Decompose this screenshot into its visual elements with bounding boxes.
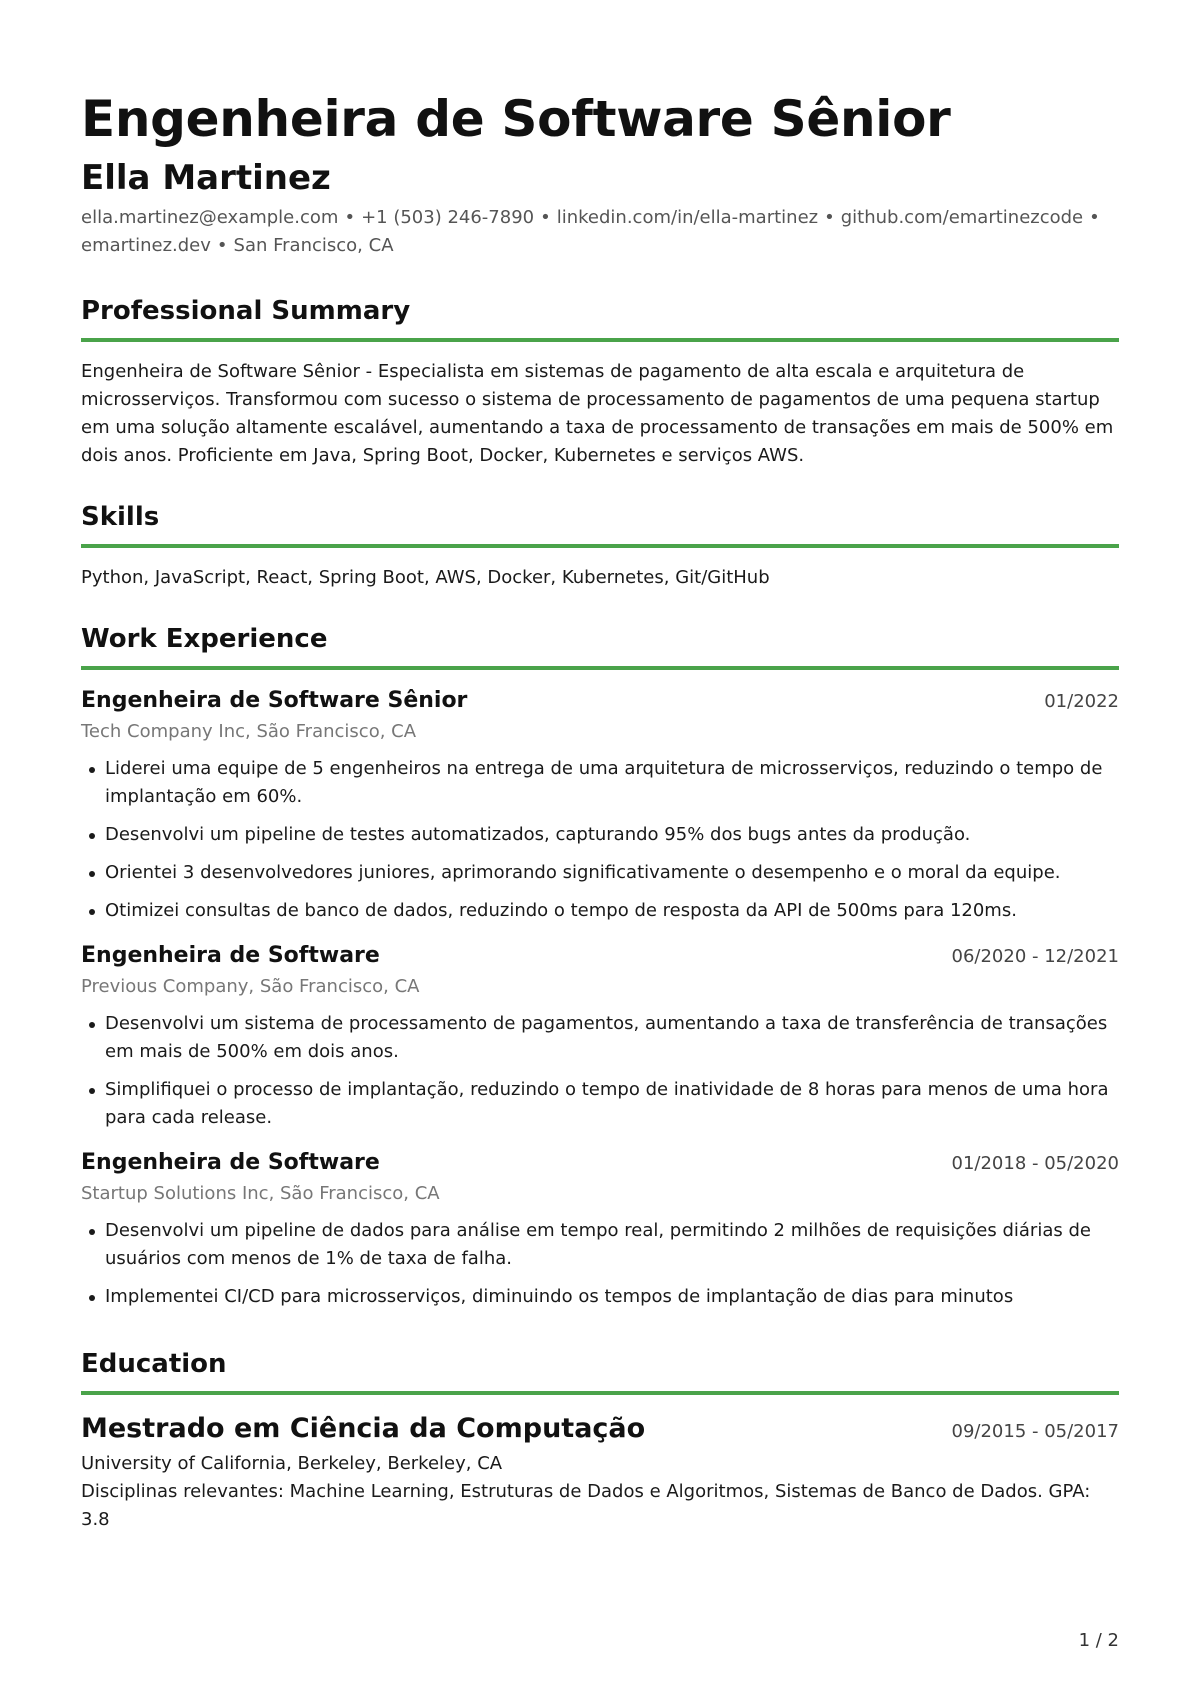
job-bullet-text: Desenvolvi um sistema de processamento de pagamentos, aumentando a taxa de transferência de transações em mais de 500% em dois anos.: [105, 1013, 1108, 1062]
skills-heading: Skills: [81, 500, 1119, 548]
contact-email[interactable]: ella.martinez@example.com: [81, 207, 339, 228]
contact-location: San Francisco, CA: [233, 235, 394, 256]
education-details: Disciplinas relevantes: Machine Learning, Estruturas de Dados e Algoritmos, Sistemas de Banco de Dados. GPA: 3.8: [81, 1481, 1091, 1530]
job-date: 06/2020 - 12/2021: [951, 946, 1119, 967]
job-entry: [81, 688, 1119, 925]
job-bullet-text: Otimizei consultas de banco de dados, reduzindo o tempo de resposta da API de 500ms para 120ms.: [105, 900, 1017, 921]
job-header: [81, 943, 1119, 968]
contact-website[interactable]: emartinez.dev: [81, 235, 211, 256]
education-header: [81, 1413, 1119, 1444]
bullet-dot: [89, 1229, 95, 1235]
experience-section: [81, 622, 1119, 1311]
job-title: Engenheira de Software: [81, 943, 380, 968]
job-bullet: [81, 859, 1119, 887]
job-bullet-text: Liderei uma equipe de 5 engenheiros na entrega de uma arquitetura de microsserviços, reduzindo o tempo de implantação em 60%.: [105, 758, 1103, 807]
job-date: 01/2018 - 05/2020: [951, 1153, 1119, 1174]
education-school: University of California, Berkeley, Berkeley, CA: [81, 1453, 503, 1474]
bullet-dot: [89, 1295, 95, 1301]
job-header: [81, 688, 1119, 713]
bullet-dot: [89, 871, 95, 877]
contact-separator: •: [344, 207, 356, 228]
contact-separator: •: [540, 207, 551, 228]
bullet-dot: [89, 1022, 95, 1028]
resume-title: Engenheira de Software Sênior: [81, 90, 951, 148]
job-entry: [81, 1150, 1119, 1311]
contact-linkedin[interactable]: linkedin.com/in/ella-martinez: [556, 207, 819, 228]
job-bullet-text: Implementei CI/CD para microsserviços, diminuindo os tempos de implantação de dias para minutos: [105, 1286, 1014, 1307]
summary-section: [81, 294, 1119, 470]
job-title: Engenheira de Software: [81, 1150, 380, 1175]
bullet-dot: [89, 1088, 95, 1094]
contact-separator: •: [216, 235, 228, 256]
job-bullet-text: Simplifiquei o processo de implantação, reduzindo o tempo de inatividade de 8 horas para menos de uma hora para cada release.: [105, 1079, 1109, 1128]
education-date: 09/2015 - 05/2017: [951, 1421, 1119, 1442]
job-bullet-text: Desenvolvi um pipeline de dados para análise em tempo real, permitindo 2 milhões de requisições diárias de usuários com menos de 1% de taxa de falha.: [105, 1220, 1091, 1269]
job-bullets: [81, 755, 1119, 925]
job-bullets: [81, 1217, 1119, 1311]
job-company: Previous Company, São Francisco, CA: [81, 976, 420, 997]
job-header: [81, 1150, 1119, 1175]
job-bullet: [81, 1283, 1119, 1311]
resume-page: [81, 88, 1119, 1534]
bullet-dot: [89, 833, 95, 839]
education-heading: Education: [81, 1347, 1119, 1395]
summary-text: Engenheira de Software Sênior - Especialista em sistemas de pagamento de alta escala e arquitetura de microsserviços. Transformou com sucesso o sistema de processamento de pagamentos de uma pequena startup em uma solução altamente escalável, aumentando a taxa de processamento de transações em mais de 500% em dois anos. Proficiente em Java, Spring Boot, Docker, Kubernetes e serviços AWS.: [81, 361, 1114, 466]
job-bullet: [81, 1217, 1119, 1273]
job-date: 01/2022: [1044, 691, 1119, 712]
job-company: Tech Company Inc, São Francisco, CA: [81, 721, 417, 742]
job-company: Startup Solutions Inc, São Francisco, CA: [81, 1183, 440, 1204]
contact-separator: •: [1089, 207, 1100, 228]
job-bullet: [81, 821, 1119, 849]
job-bullet: [81, 755, 1119, 811]
summary-heading: Professional Summary: [81, 294, 1119, 342]
job-bullet: [81, 1076, 1119, 1132]
job-bullets: [81, 1010, 1119, 1132]
contact-line: [81, 204, 1119, 260]
experience-heading: Work Experience: [81, 622, 1119, 670]
job-bullet-text: Orientei 3 desenvolvedores juniores, aprimorando significativamente o desempenho e o moral da equipe.: [105, 862, 1061, 883]
contact-phone[interactable]: +1 (503) 246-7890: [361, 207, 535, 228]
contact-separator: •: [824, 207, 835, 228]
job-title: Engenheira de Software Sênior: [81, 688, 468, 713]
skills-section: [81, 500, 1119, 592]
page-number: 1 / 2: [1078, 1630, 1119, 1651]
bullet-dot: [89, 909, 95, 915]
bullet-dot: [89, 767, 95, 773]
job-bullet-text: Desenvolvi um pipeline de testes automatizados, capturando 95% dos bugs antes da produção.: [105, 824, 971, 845]
degree-title: Mestrado em Ciência da Computação: [81, 1413, 646, 1444]
education-section: [81, 1347, 1119, 1534]
contact-github[interactable]: github.com/emartinezcode: [840, 207, 1084, 228]
job-bullet: [81, 897, 1119, 925]
education-entry: [81, 1413, 1119, 1534]
job-bullet: [81, 1010, 1119, 1066]
job-entry: [81, 943, 1119, 1132]
skills-text: Python, JavaScript, React, Spring Boot, AWS, Docker, Kubernetes, Git/GitHub: [81, 567, 770, 588]
person-name: Ella Martinez: [81, 158, 331, 198]
